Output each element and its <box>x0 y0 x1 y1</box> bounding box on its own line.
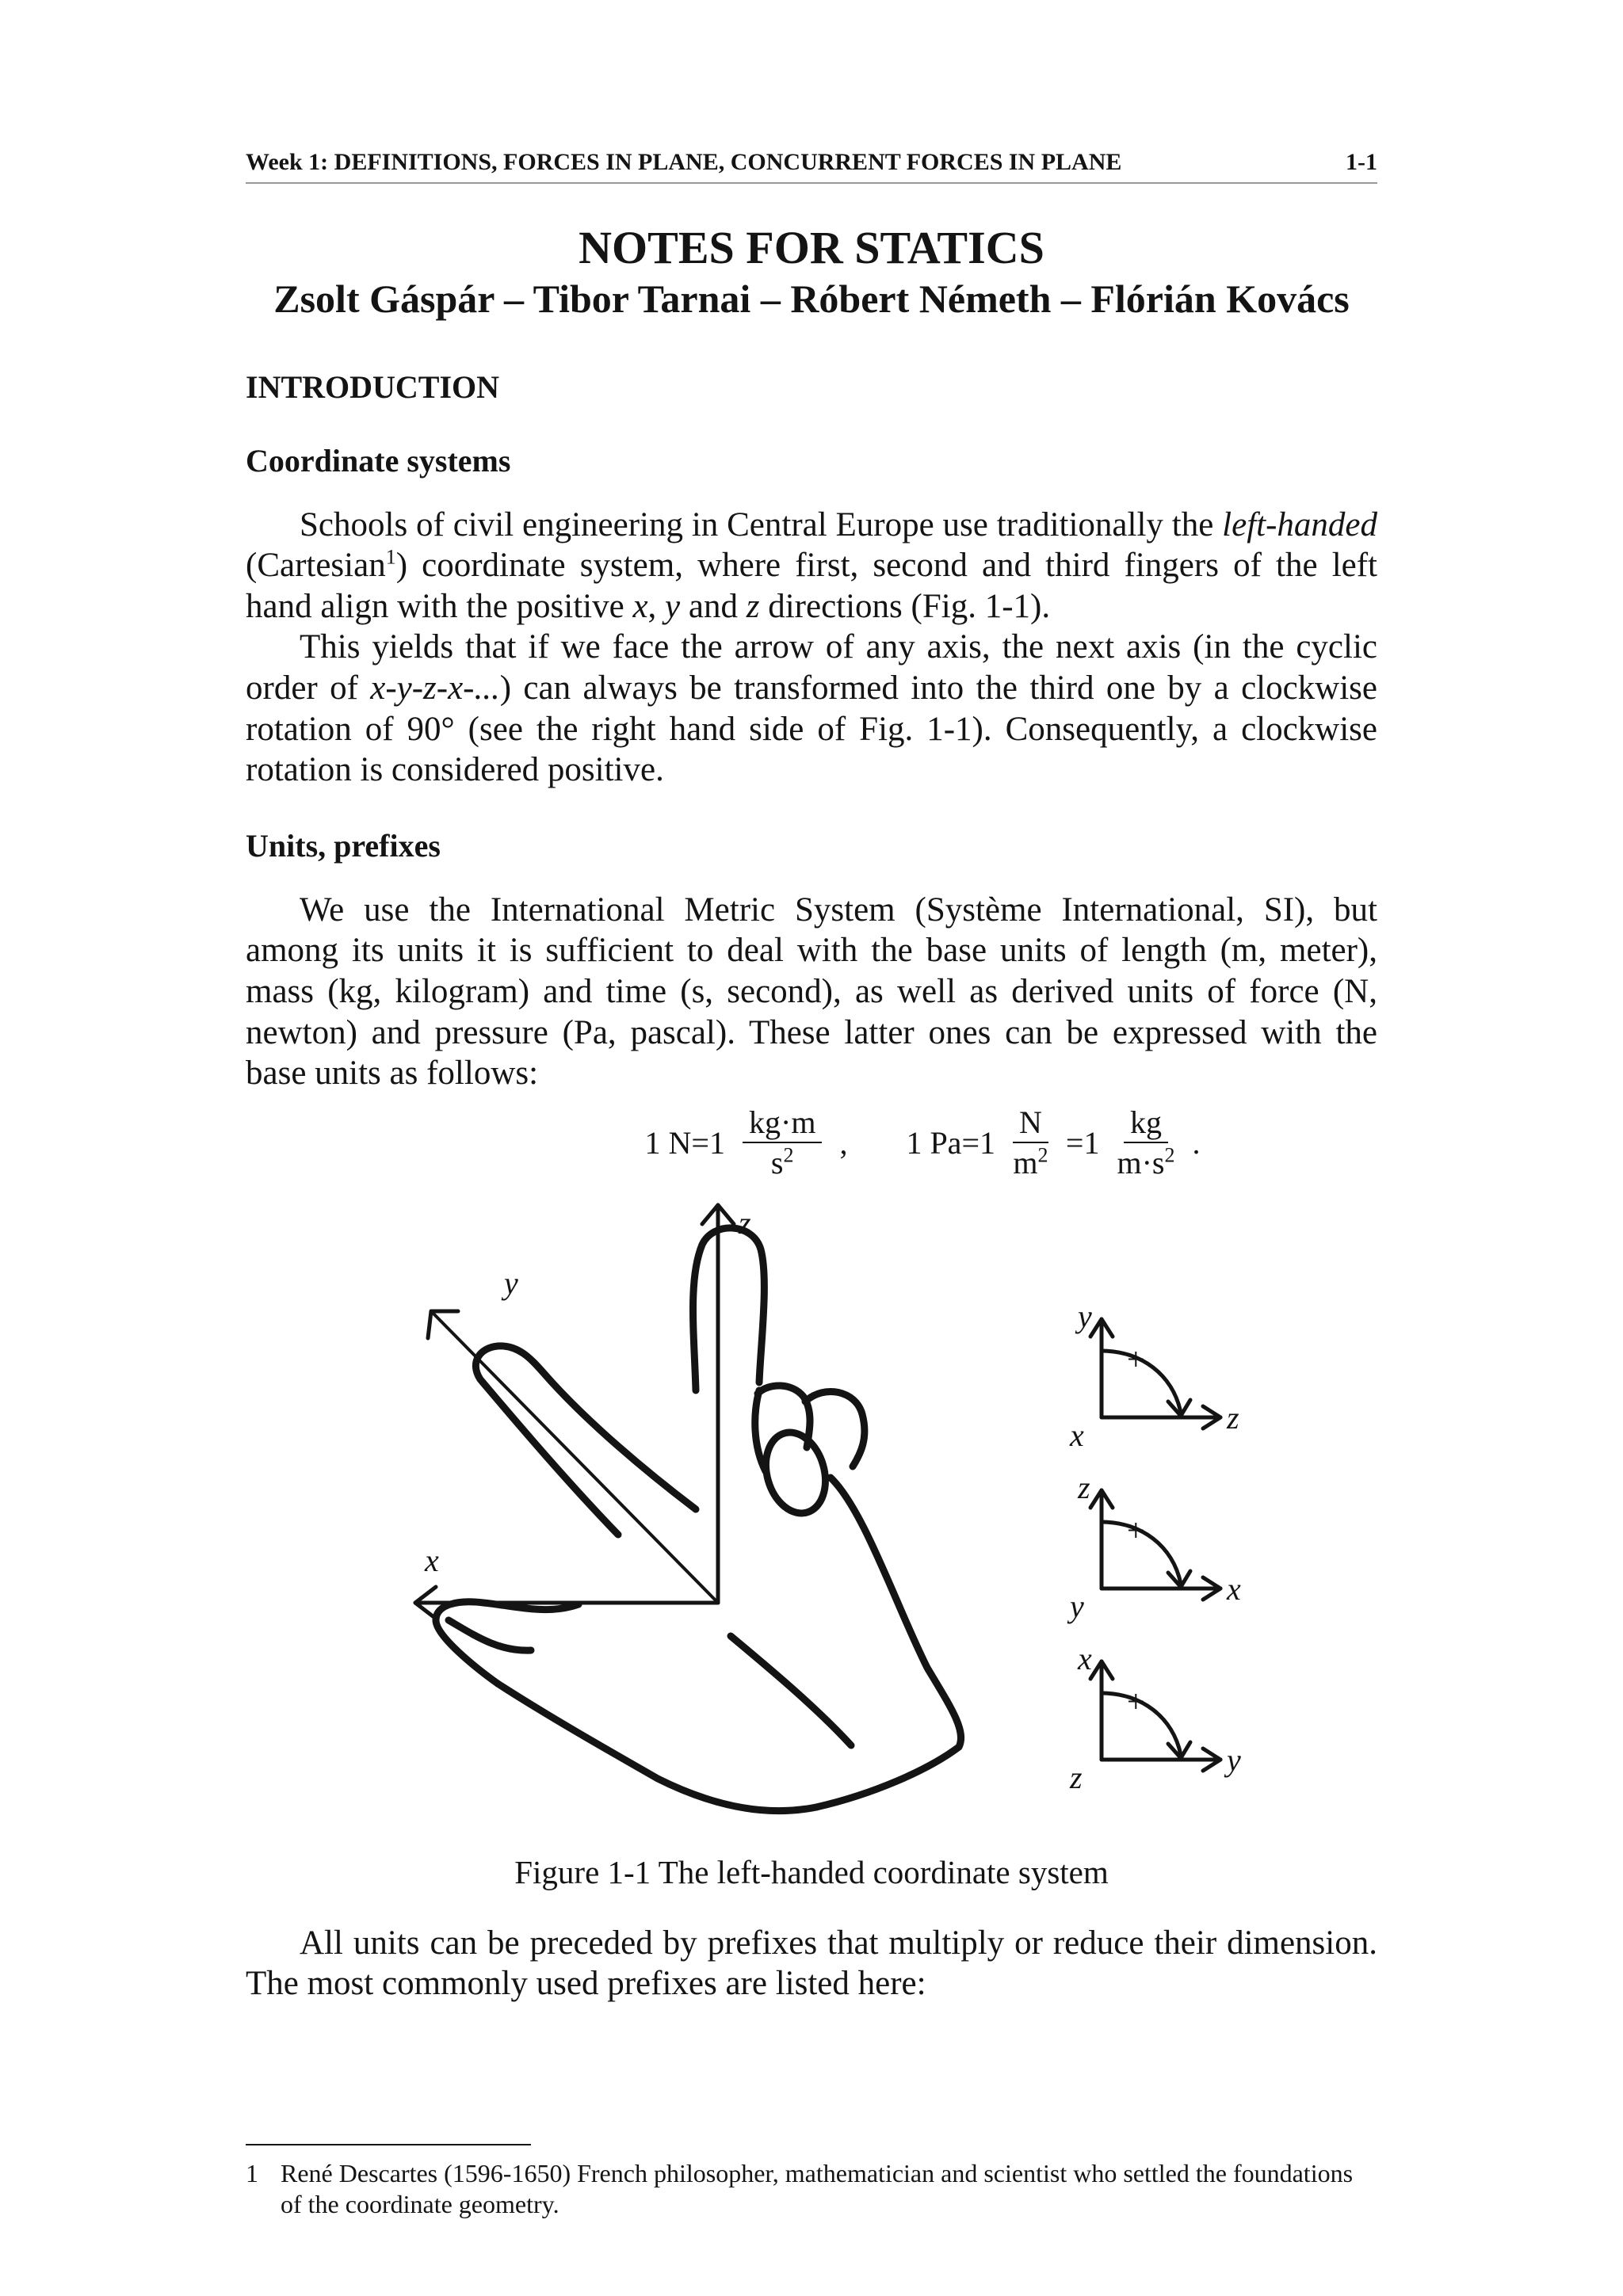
italic-text: z <box>746 587 760 625</box>
hand-z-label: z <box>739 1204 751 1241</box>
pascal-equals: =1 <box>1065 1125 1100 1161</box>
formula-end: . <box>1192 1125 1201 1161</box>
pascal-lhs: 1 Pa=1 <box>906 1125 995 1161</box>
footnote-text: René Descartes (1596-1650) French philosopher, mathematician and scientist who settled the foundations of the coordinate geometry. <box>281 2158 1354 2218</box>
pascal-den1-exponent: 2 <box>1037 1143 1048 1167</box>
text-run: Schools of civil engineering in Central Europe use traditionally the <box>300 505 1223 543</box>
pascal-fraction-1 <box>1013 1104 1048 1183</box>
subheading-units-prefixes: Units, prefixes <box>246 827 441 864</box>
text-run: and <box>680 587 747 625</box>
rot1-top-label: y <box>1078 1298 1092 1334</box>
footnote <box>246 2158 1377 2220</box>
rotation-diagram-zyx <box>1090 1490 1220 1600</box>
hand-y-label: y <box>504 1264 518 1301</box>
y-axis-line <box>431 1311 718 1603</box>
rot1-sign-label: + <box>1127 1341 1145 1377</box>
rot1-right-label: z <box>1227 1399 1239 1436</box>
figure-caption: Figure 1-1 The left-handed coordinate system <box>514 1853 1109 1890</box>
italic-text: x-y-z-x-... <box>370 669 500 707</box>
pascal-den2-base: m·s <box>1117 1144 1165 1180</box>
text-run: ) coordinate system, where first, second and third fingers of the left hand align with the positive <box>246 547 1377 625</box>
footnote-ref: 1 <box>385 545 396 569</box>
pascal-denominator-2 <box>1117 1143 1174 1183</box>
rot3-left-label: z <box>1070 1759 1083 1795</box>
rot2-sign-label: + <box>1127 1512 1145 1548</box>
text-run: (Cartesian <box>246 547 386 585</box>
paragraph-coordinate-intro <box>246 505 1377 627</box>
text-run: All units can be preceded by prefixes that multiply or reduce their dimension. The most commonly used prefixes are listed here: <box>246 1924 1377 2003</box>
page-number: 1-1 <box>1346 149 1377 175</box>
rot2-top-label: z <box>1078 1469 1090 1505</box>
pascal-den1-base: m <box>1013 1144 1038 1180</box>
newton-denominator <box>771 1143 794 1183</box>
text-run: directions (Fig. 1-1). <box>759 587 1051 625</box>
text-run: ) can always be transformed into the third one by a clockwise rotation of 90° (see the right hand side of Fig. 1-1). Consequently, a clockwise rotation is considered positive. <box>246 669 1378 789</box>
figure-left-handed-system <box>246 1192 1377 1842</box>
running-header <box>246 149 1377 184</box>
rot3-right-label: y <box>1227 1741 1241 1778</box>
footnote-number: 1 <box>246 2158 258 2187</box>
italic-text: x <box>632 587 648 625</box>
text-run: We use the International Metric System (Système International, SI), but among its units it is sufficient to deal with the base units of length (m, meter), mass (kg, kilogram) and time (s, second), as well as derived units of force (N, newton) and pressure (Pa, pascal). These latter ones can be expressed with the base units as follows: <box>246 891 1377 1093</box>
pascal-denominator-1 <box>1013 1143 1048 1183</box>
rot3-sign-label: + <box>1127 1683 1145 1719</box>
italic-text: left-handed <box>1222 505 1377 543</box>
footnote-rule <box>246 2144 1354 2220</box>
rot3-top-label: x <box>1078 1640 1092 1676</box>
running-header-title: Week 1: DEFINITIONS, FORCES IN PLANE, CONCURRENT FORCES IN PLANE <box>246 149 1122 175</box>
text-run: This yields that if we face the arrow of any axis, the next axis (in the cyclic order of <box>246 628 1377 707</box>
pascal-numerator-1: N <box>1013 1104 1048 1143</box>
pascal-den2-exponent: 2 <box>1164 1143 1175 1167</box>
paragraph-clockwise-rotation <box>246 627 1377 790</box>
newton-numerator: kg·m <box>743 1104 822 1143</box>
paragraph-si-units <box>246 890 1377 1094</box>
newton-den-exponent: 2 <box>783 1143 794 1167</box>
rot2-left-label: y <box>1070 1588 1084 1624</box>
rotation-diagram-yxz <box>1090 1319 1220 1428</box>
pascal-numerator-2: kg <box>1124 1104 1168 1143</box>
newton-lhs: 1 N=1 <box>644 1125 725 1161</box>
section-heading: INTRODUCTION <box>246 368 500 405</box>
hand-x-label: x <box>425 1542 439 1578</box>
rot2-right-label: x <box>1227 1570 1241 1607</box>
hand-figure-svg <box>246 1192 1377 1842</box>
italic-text: y <box>665 587 681 625</box>
subheading-coordinate-systems: Coordinate systems <box>246 442 511 479</box>
paragraph-prefixes <box>246 1923 1377 2004</box>
formula-separator: , <box>839 1125 848 1161</box>
rot1-left-label: x <box>1070 1417 1084 1453</box>
rotation-diagram-xzy <box>1090 1661 1220 1771</box>
unit-formula <box>468 1104 1377 1183</box>
hand-outline-icon <box>436 1228 961 1811</box>
newton-den-base: s <box>770 1144 784 1180</box>
document-title: NOTES FOR STATICS <box>579 222 1044 273</box>
author-list: Zsolt Gáspár – Tibor Tarnai – Róbert Németh – Flórián Kovács <box>273 276 1350 321</box>
text-run: , <box>647 587 666 625</box>
pascal-fraction-2 <box>1117 1104 1174 1183</box>
newton-fraction <box>743 1104 822 1183</box>
